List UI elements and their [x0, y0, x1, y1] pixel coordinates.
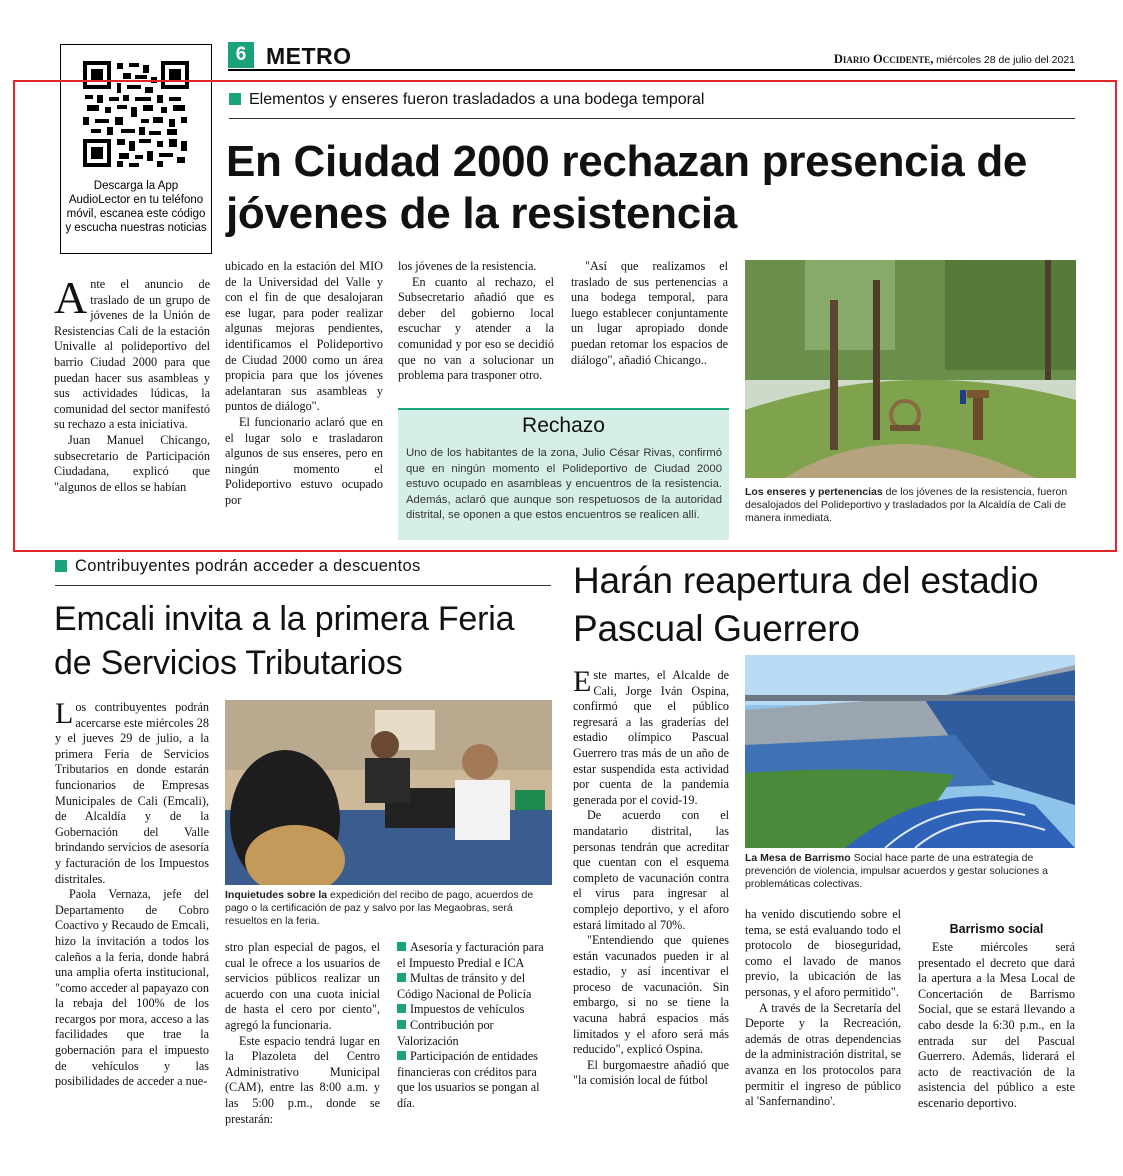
article3-col1: Este martes, el Alcalde de Cali, Jorge Iván Ospina, confirmó que el público regresará a las graderías del estadio olímpico Pascual Guerrero tras más de un año de estar suspendida esta actividad por cuenta de la pandemia generada por el covid-19. De acuerdo con el mandatario distrital, las personas tendrán que acreditar que cuentan con el esquema completo de vacunación contra el virus para ingresar al complejo deportivo, y el aforo estará limitado al 70%. "Entendiendo que quienes están vacunados pueden ir al estadio, y así incentivar el proceso de vacunación. Sin embargo, si no se tiene la vacuna habrá espacios más limitados y el aforo será más reducido", explicó Ospina. El burgomaestre añadió que "la comisión local de fútbol — [573, 665, 729, 1088]
list-item: Multas de tránsito y del Código Nacional de Policía — [397, 971, 532, 1001]
list-item: Contribución por Valorización — [397, 1017, 494, 1048]
page-number: 6 — [228, 42, 254, 68]
bullet-square-icon — [397, 1051, 406, 1060]
list-item: Impuestos de vehículos — [397, 1002, 553, 1018]
list-item: Participación de entidades financieras con créditos para que los usuarios se pongan al día. — [397, 1049, 540, 1110]
article1-col2: ubicado en la estación del MIO de la Universidad del Valle y con el fin de que desalojaran ese lugar, para poder realizar algunas mejoras pendientes, identificamos el Polideportivo de Ciudad 2000 como un área propicia para que los jóvenes adelantaran sus asambleas y puntos de diálogo". El funcionario aclaró que en el lugar solo e trasladaron algunos de sus enseres, pero en ningún momento el Polideportivo estuvo ocupado por — [225, 259, 383, 507]
article2-headline: Emcali invita a la primera Feria de Servicios Tributarios — [54, 600, 515, 682]
article1-headline: En Ciudad 2000 rechazan presencia de jóvenes de la resistencia — [226, 137, 1028, 238]
article2-col3 — [397, 940, 553, 1112]
article2-kicker: Contribuyentes podrán acceder a descuentos — [55, 556, 421, 576]
article1-col3: los jóvenes de la resistencia. En cuanto al rechazo, el Subsecretario añadió que es deber del gobierno local escuchar y atender a la comunidad y por eso se decidió que no van a solucionar un problema para trasponer otro. — [398, 259, 554, 383]
stadium-photo — [745, 655, 1075, 848]
kicker-square-icon — [55, 560, 67, 572]
article3-col3: Este miércoles será presentado el decreto que dará la apertura a la Mesa Local de Concertación de Barrismo Social, que se estará llevando a cabo desde la 6:30 p.m., en la entrada sur del Pascual Guerrero. Además, liderará el acto de reactivación de la asistencia del público a este escenario deportivo. — [918, 940, 1075, 1110]
rechazo-title: Rechazo — [522, 414, 605, 437]
header-rule — [228, 69, 1075, 71]
rechazo-box — [398, 408, 729, 540]
article2-caption: Inquietudes sobre la expedición del recibo de pago, acuerdos de pago o la certificación de paz y salvo por las Megaobras, será resueltos en la feria. — [225, 889, 534, 927]
dropcap: A — [54, 272, 88, 323]
bullet-square-icon — [397, 942, 406, 951]
article3-caption: La Mesa de Barrismo Social hace parte de una estrategia de prevención de violencia, impulsar acuerdos y gestar soluciones a problemáticas colectivas. — [745, 852, 1048, 890]
dropcap: E — [573, 665, 592, 698]
feria-photo — [225, 700, 552, 885]
kicker-square-icon — [229, 93, 241, 105]
masthead-line — [805, 52, 1075, 67]
list-item: Asesoría y facturación para el Impuesto Predial e ICA — [397, 940, 544, 970]
section-title: METRO — [266, 43, 352, 69]
article2-col1: Los contribuyentes podrán acercarse este miércoles 28 y el jueves 29 de julio, a la primera Feria de Servicios Tributarios en donde estarán funcionarios de Empresas Municipales de Cali (Emcali), de Alcaldía y de la Gobernación del Valle brindando servicios de asesoría y facturación de los Impuestos distritales. Paola Vernaza, jefe del Departamento de Cobro Coactivo y Recaudo de Emcali, hizo la invitación a todos los caleños a la feria, donde habrá una amplia oferta institucional, "como acceder al papayazo con la rebaja del 100% de los recargos por mora, acceso a las facilidades que trae la gobernación para el impuesto de vehículos y las posibilidades de acceder a nue- — [55, 697, 209, 1089]
park-photo — [745, 260, 1076, 478]
rechazo-text: Uno de los habitantes de la zona, Julio César Rivas, confirmó que en ningún momento el Polideportivo de Ciudad 2000 estuvo ocupado en asambleas y encuentros de la resistencia. Además, aclaró que aunque son respetuosos de la autoridad distrital, se oponen a que estos encuentros se realicen allí. — [406, 447, 722, 521]
article1-kicker-rule — [229, 118, 1075, 119]
qr-caption: Descarga la App AudioLector en tu teléfono móvil, escanea este código y escucha nuestras noticias — [65, 180, 207, 234]
bullet-square-icon — [397, 1004, 406, 1013]
article1-col4: "Así que realizamos el traslado de sus pertenencias a una bodega temporal, para luego establecer conjuntamente un lugar apropiado donde puedan retomar los espacios de diálogo", añadió Chicango.. — [571, 259, 728, 367]
barrismo-subtitle: Barrismo social — [949, 922, 1044, 936]
bullet-square-icon — [397, 1020, 406, 1029]
article1-caption: Los enseres y pertenencias de los jóvenes de la resistencia, fueron desalojados del Polideportivo y trasladados por la Alcaldía de Cali de manera inmediata. — [745, 486, 1068, 524]
article2-kicker-rule — [55, 585, 551, 586]
bullet-square-icon — [397, 973, 406, 982]
article3-col2: ha venido discutiendo sobre el tema, se está evaluando todo el protocolo de bioseguridad, como el lavado de manos previo, la ubicación de las personas, y el aforo permitido". A través de la Secretaría del Deporte y la Recreación, además de otras dependencias de la administración distrital, se avanza en los protocolos para permitir el ingreso de público al 'Sanfernandino'. — [745, 907, 901, 1109]
article3-headline: Harán reapertura del estadio Pascual Guerrero — [573, 560, 1039, 649]
issue-date: miércoles 28 de julio del 2021 — [936, 54, 1075, 66]
dropcap: L — [55, 697, 74, 730]
newspaper-name: Diario Occidente, — [833, 52, 934, 66]
article1-col1: Ante el anuncio de traslado de un grupo de jóvenes de la Unión de Resistencias Cali de la estación Univalle al polideportivo del barrio Ciudad 2000 para que puedan hacer sus asambleas y sus actividades lúdicas, la comunidad del sector manifestó su rechazo a esta iniciativa. Juan Manuel Chicango, subsecretario de Participación Ciudadana, explicó que "algunos de ellos se habían — [54, 272, 210, 494]
article1-kicker: Elementos y enseres fueron trasladados a una bodega temporal — [229, 90, 704, 110]
article2-col2: stro plan especial de pagos, el cual le ofrece a los usuarios de servicios públicos realizar un acuerdo con una cuota inicial de hasta el cero por ciento", agregó la funcionaria. Este espacio tendrá lugar en la Plazoleta del Centro Administrativo Municipal (CAM), entre las 8:00 a.m. y las 5:00 p.m., donde se prestarán: — [225, 940, 380, 1126]
